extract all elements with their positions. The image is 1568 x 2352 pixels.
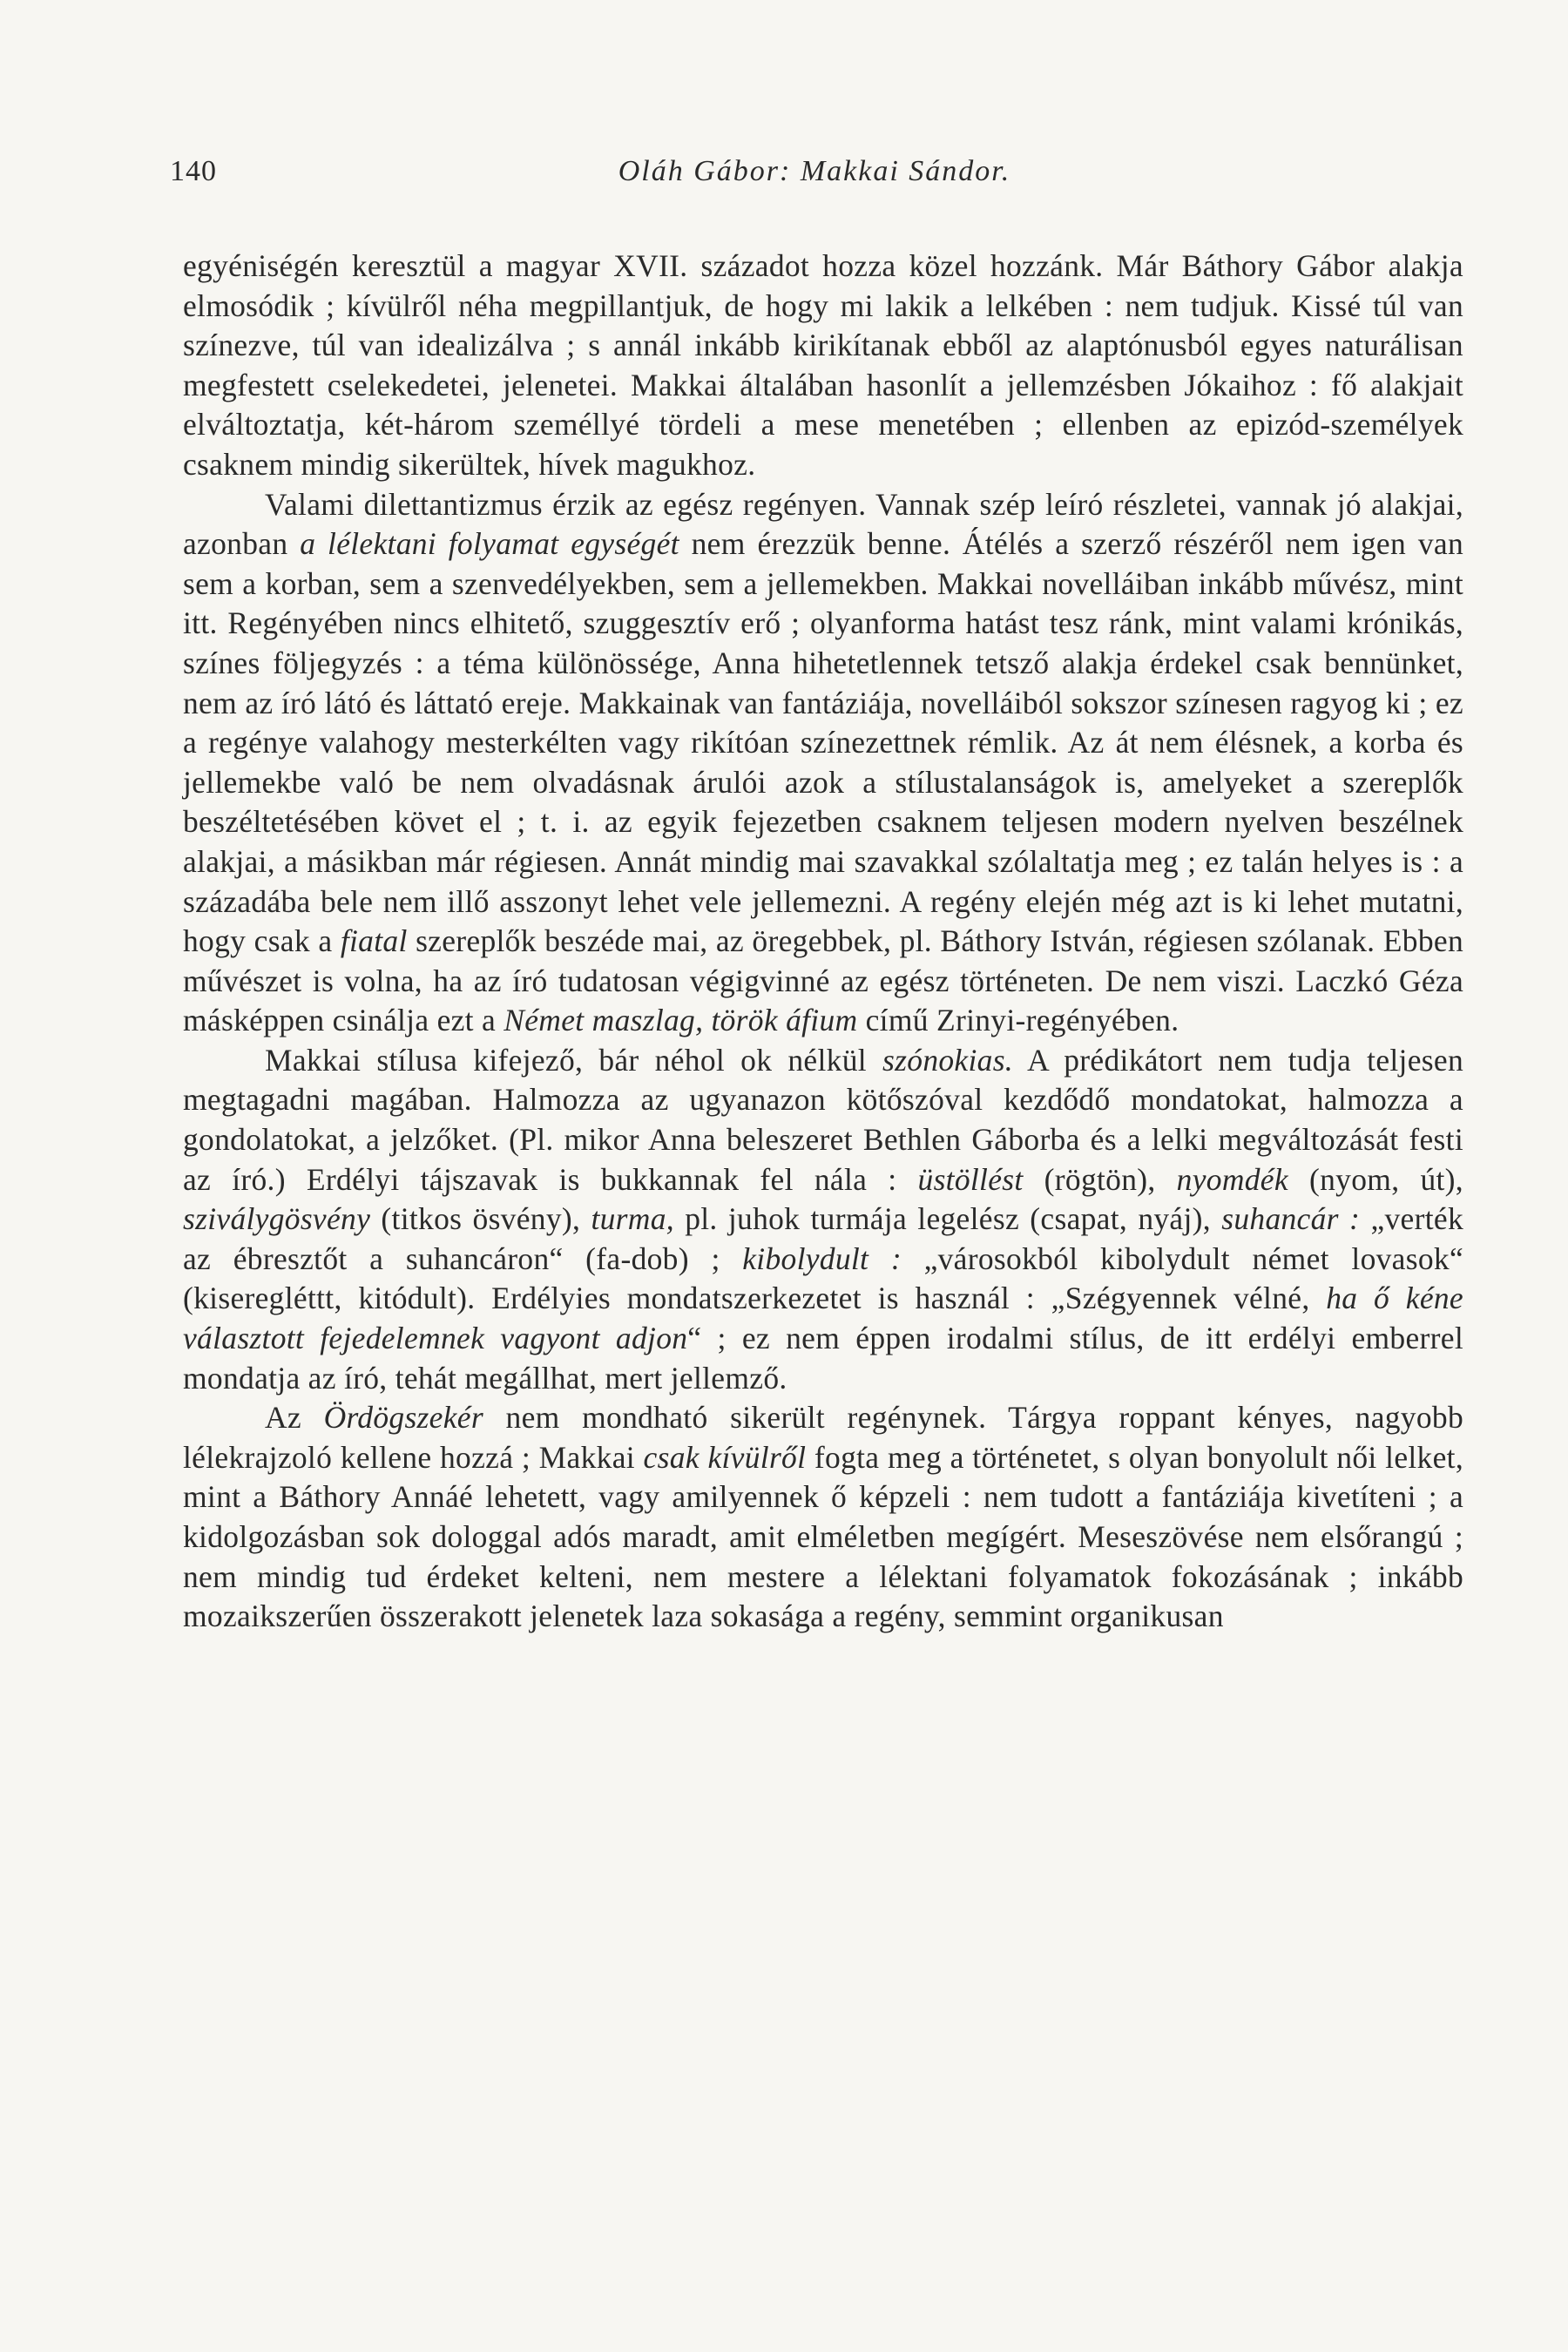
page-number: 140: [170, 155, 217, 187]
text-run: nem érezzük benne. Átélés a szerző részéről nem igen van sem a korban, sem a szenvedélyekben, sem a jellemekben. Makkai novelláiban inkább művész, mint itt. Regényében nincs elhitető, szuggesztív erő ; olyanforma hatást tesz ránk, mint valami krónikás, színes följegyzés : a téma különössége, Anna hihetetlennek tetsző alakja érdekel csak bennünket, nem az író látó és láttató ereje. Makkainak van fantáziája, novelláiból sokszor színesen ragyog ki ; ez a regénye valahogy mesterkélten vagy rikítóan színezettnek rémlik. Az át nem élésnek, a korba és jellemekbe való be nem olvadásnak árulói azok a stílustalanságok is, amelyeket a szereplők beszéltetésében követ el ; t. i. az egyik fejezetben csaknem teljesen modern nyelven beszélnek alakjai, a másikban már régiesen. Annát mindig mai szavakkal szólaltatja meg ; ez talán helyes is : a századába bele nem illő asszonyt lehet vele jellemezni. A regény elején még azt is ki lehet mutatni, hogy csak a: [183, 526, 1464, 959]
italic-text: Német maszlag, török áfium: [504, 1003, 858, 1038]
italic-text: csak kívülről: [643, 1439, 807, 1475]
paragraph: [183, 247, 1463, 485]
italic-text: ha ő kéne választott fejedelemnek vagyont adjon: [183, 1281, 1463, 1356]
italic-text: fiatal: [340, 923, 408, 959]
body-text: [183, 247, 1463, 1637]
text-run: “ ; ez nem éppen irodalmi stílus, de itt erdélyi emberrel mondatja az író, tehát megállhat, mert jellemző.: [183, 1321, 1463, 1396]
italic-text: nyomdék: [1176, 1161, 1288, 1197]
paragraph: [183, 1398, 1463, 1637]
text-run: Az: [265, 1400, 324, 1436]
italic-text: a lélektani folyamat egységét: [300, 526, 679, 562]
text-run: fogta meg a történetet, s olyan bonyolult női lelket, mint a Báthory Annáé lehetett, vagy amilyennek ő képzeli : nem tudott a fantáziája kivetíteni ; a kidolgozásban sok dologgal adós maradt, amit elméletben megígért. Meseszövése nem elsőrangú ; nem mindig tud érdeket kelteni, nem mestere a lélektani folyamatok fokozásának ; inkább mozaikszerűen összerakott jelenetek laza sokasága a regény, semmint organikusan: [183, 1439, 1463, 1634]
text-run: Valami dilettantizmus érzik az egész regényen. Vannak szép leíró részletei, vannak jó alakjai, azonban: [183, 486, 1463, 562]
text-run: nem mondható sikerült regénynek. Tárgya roppant kényes, nagyobb lélekrajzoló kellene hozzá ; Makkai: [183, 1400, 1463, 1475]
paragraph: [183, 1041, 1463, 1398]
italic-text: szónokias.: [882, 1042, 1013, 1078]
text-run: „verték az ébresztőt a suhancáron“ (fa-dob) ;: [183, 1201, 1463, 1276]
italic-text: turma,: [591, 1201, 674, 1237]
text-run: pl. juhok turmája legelész (csapat, nyáj),: [673, 1201, 1222, 1237]
italic-text: sziválygösvény: [183, 1201, 371, 1237]
italic-text: kibolydult :: [742, 1240, 902, 1276]
italic-text: suhancár :: [1221, 1201, 1361, 1237]
page-header: [170, 155, 1459, 207]
text-run: A prédikátort nem tudja teljesen megtagadni magában. Halmozza az ugyanazon kötőszóval kezdődő mondatokat, halmozza a gondolatokat, a jelzőket. (Pl. mikor Anna beleszeret Bethlen Gáborba és a lelki megváltozását festi az író.) Erdélyi tájszavak is bukkannak fel nála :: [183, 1042, 1463, 1197]
paragraph: [183, 485, 1463, 1041]
text-run: című Zrinyi-regényében.: [857, 1003, 1179, 1038]
text-run: „városokból kibolydult német lovasok“ (kiseregléttt, kitódult). Erdélyies mondatszerkezetet is használ : „Szégyennek vélné,: [183, 1240, 1463, 1316]
text-run: egyéniségén keresztül a magyar XVII. századot hozza közel hozzánk. Már Báthory Gábor alakja elmosódik ; kívülről néha megpillantjuk, de hogy mi lakik a lelkében : nem tudjuk. Kissé túl van színezve, túl van idealizálva ; s annál inkább kirikítanak ebből az alaptónusból egyes naturálisan megfestett cselekedetei, jelenetei. Makkai általában hasonlít a jellemzésben Jókaihoz : fő alakjait elváltoztatja, két-három személlyé tördeli a mese menetében ; ellenben az epizód-személyek csaknem mindig sikerültek, hívek magukhoz.: [183, 248, 1463, 482]
italic-text: Ördögszekér: [323, 1400, 483, 1436]
text-run: (rögtön),: [1023, 1161, 1177, 1197]
text-run: (titkos ösvény),: [370, 1201, 591, 1237]
text-run: Makkai stílusa kifejező, bár néhol ok nélkül: [265, 1042, 883, 1078]
running-title: Oláh Gábor: Makkai Sándor.: [618, 155, 1011, 187]
text-run: (nyom, út),: [1288, 1161, 1463, 1197]
text-run: szereplők beszéde mai, az öregebbek, pl. Báthory István, régiesen szólanak. Ebben művészet is volna, ha az író tudatosan végigvinné az egész történeten. De nem viszi. Laczkó Géza másképpen csinálja ezt a: [183, 923, 1463, 1038]
italic-text: üstöllést: [917, 1161, 1024, 1197]
